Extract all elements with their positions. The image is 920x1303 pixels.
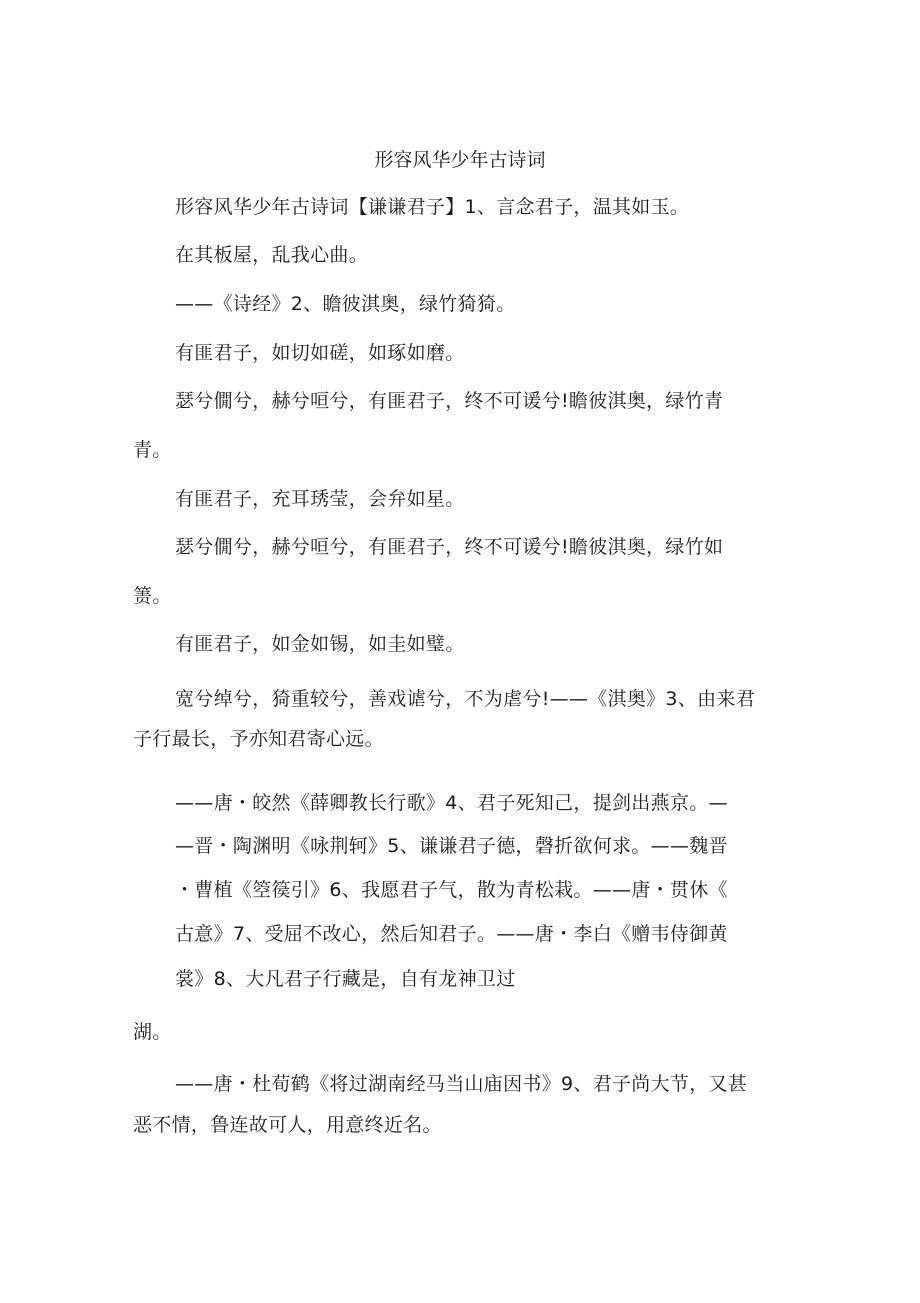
text-line-12: 子行最长，予亦知君寄心远。 xyxy=(133,728,384,750)
text-line-4: 有匪君子，如切如磋，如琢如磨。 xyxy=(175,342,465,364)
text-line-9: 箦。 xyxy=(133,585,172,607)
text-line-17: 裳》8、大凡君子行藏是，自有龙神卫过 xyxy=(175,968,516,990)
text-line-7: 有匪君子，充耳琇莹，会弁如星。 xyxy=(175,488,465,510)
text-line-3: ——《诗经》2、瞻彼淇奥，绿竹猗猗。 xyxy=(175,293,516,315)
text-line-2: 在其板屋，乱我心曲。 xyxy=(175,244,369,266)
document-title: 形容风华少年古诗词 xyxy=(374,149,546,171)
text-line-15: ・曹植《箜篌引》6、我愿君子气，散为青松栽。——唐・贯休《 xyxy=(175,879,728,901)
text-line-11: 宽兮绰兮，猗重较兮，善戏谑兮，不为虐兮!——《淇奥》3、由来君 xyxy=(175,688,756,710)
text-line-20: 恶不情，鲁连故可人，用意终近名。 xyxy=(133,1114,442,1136)
text-line-5: 瑟兮僩兮，赫兮咺兮，有匪君子，终不可谖兮!瞻彼淇奥，绿竹青 xyxy=(175,390,724,412)
text-line-6: 青。 xyxy=(133,439,172,461)
text-line-1: 形容风华少年古诗词【谦谦君子】1、言念君子，温其如玉。 xyxy=(175,196,690,218)
text-line-8: 瑟兮僩兮，赫兮咺兮，有匪君子，终不可谖兮!瞻彼淇奥，绿竹如 xyxy=(175,536,724,558)
text-line-10: 有匪君子，如金如锡，如圭如璧。 xyxy=(175,633,465,655)
text-line-19: ——唐・杜荀鹤《将过湖南经马当山庙因书》9、君子尚大节，又甚 xyxy=(175,1073,748,1095)
text-line-18: 湖。 xyxy=(133,1021,172,1043)
text-line-14: —晋・陶渊明《咏荆轲》5、谦谦君子德，磬折欲何求。——魏晋 xyxy=(175,835,728,857)
text-line-16: 古意》7、受屈不改心，然后知君子。——唐・李白《赠韦侍御黄 xyxy=(175,923,728,945)
text-line-13: ——唐・皎然《薛卿教长行歌》4、君子死知己，提剑出燕京。— xyxy=(175,792,728,814)
